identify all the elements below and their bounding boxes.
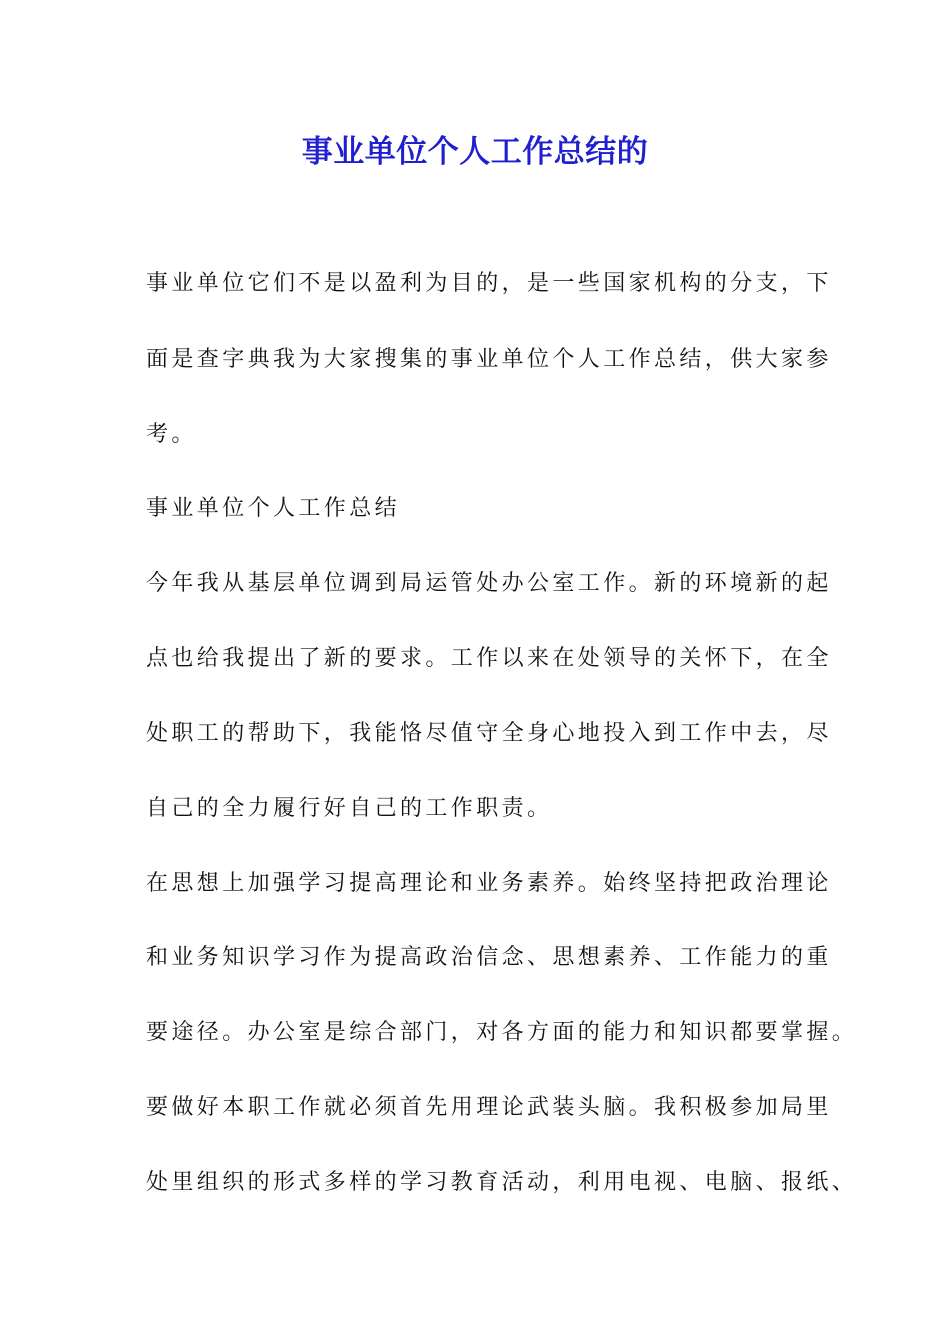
body-line-10: 和业务知识学习作为提高政治信念、思想素养、工作能力的重 — [146, 945, 832, 970]
body-line-11: 要途径。办公室是综合部门，对各方面的能力和知识都要掌握。 — [146, 1020, 858, 1045]
body-line-3: 考。 — [146, 422, 197, 447]
section-heading: 事业单位个人工作总结 — [146, 496, 401, 521]
body-line-6: 点也给我提出了新的要求。工作以来在处领导的关怀下，在全 — [146, 646, 832, 671]
body-line-12: 要做好本职工作就必须首先用理论武装头脑。我积极参加局里 — [146, 1095, 832, 1120]
body-line-2: 面是查字典我为大家搜集的事业单位个人工作总结，供大家参 — [146, 347, 832, 372]
body-line-9: 在思想上加强学习提高理论和业务素养。始终坚持把政治理论 — [146, 871, 832, 896]
body-line-8: 自己的全力履行好自己的工作职责。 — [146, 796, 553, 821]
body-line-7: 处职工的帮助下，我能恪尽值守全身心地投入到工作中去，尽 — [146, 721, 832, 746]
document-title: 事业单位个人工作总结的 — [301, 134, 649, 170]
body-line-1: 事业单位它们不是以盈利为目的，是一些国家机构的分支，下 — [146, 271, 832, 296]
body-line-13: 处里组织的形式多样的学习教育活动，利用电视、电脑、报纸、 — [146, 1170, 858, 1195]
body-line-5: 今年我从基层单位调到局运管处办公室工作。新的环境新的起 — [146, 571, 832, 596]
